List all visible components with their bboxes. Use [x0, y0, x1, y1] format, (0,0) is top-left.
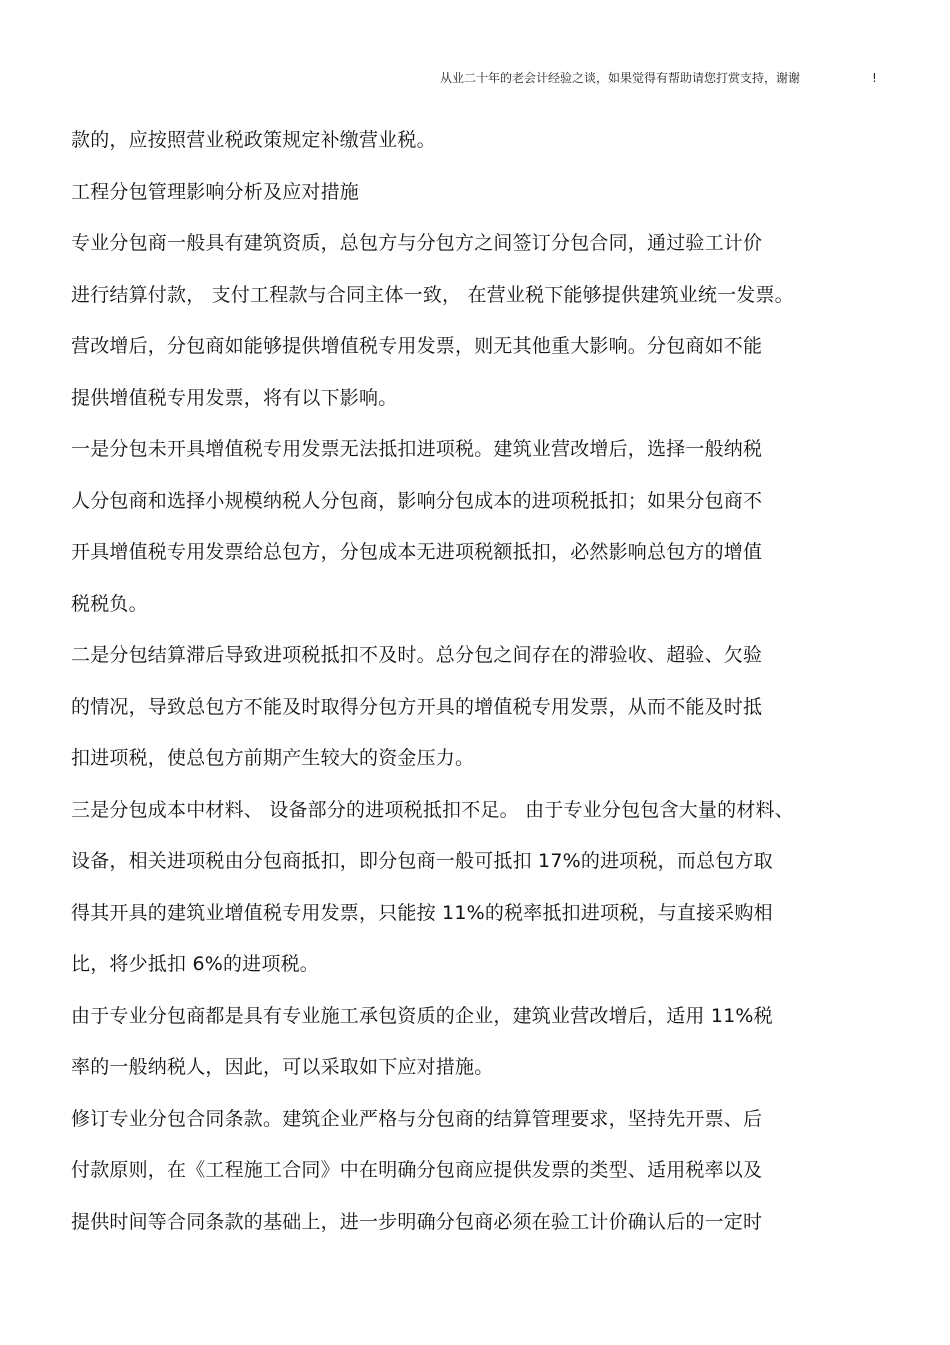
text-line: 进行结算付款， 支付工程款与合同主体一致， 在营业税下能够提供建筑业统一发票。 [71, 283, 794, 306]
text-line: 营改增后，分包商如能够提供增值税专用发票，则无其他重大影响。分包商如不能 [71, 335, 763, 357]
text-line: 专业分包商一般具有建筑资质，总包方与分包方之间签订分包合同，通过验工计价 [71, 232, 763, 254]
text-line: 的情况，导致总包方不能及时取得分包方开具的增值税专用发票，从而不能及时抵 [71, 695, 763, 718]
text-line: 提供增值税专用发票，将有以下影响。 [71, 386, 398, 409]
section-heading: 工程分包管理影响分析及应对措施 [71, 180, 360, 203]
text-line: 开具增值税专用发票给总包方，分包成本无进项税额抵扣，必然影响总包方的增值 [71, 541, 763, 563]
text-line: 比，将少抵扣 6%的进项税。 [71, 953, 319, 975]
text-line: 率的一般纳税人，因此，可以采取如下应对措施。 [71, 1056, 494, 1078]
text-line: 一是分包未开具增值税专用发票无法抵扣进项税。建筑业营改增后，选择一般纳税 [71, 438, 763, 460]
text-line: 二是分包结算滞后导致进项税抵扣不及时。总分包之间存在的滞验收、超验、欠验 [71, 644, 763, 666]
text-line: 提供时间等合同条款的基础上，进一步明确分包商必须在验工计价确认后的一定时 [71, 1210, 763, 1233]
text-line: 付款原则，在《工程施工合同》中在明确分包商应提供发票的类型、适用税率以及 [71, 1159, 763, 1181]
text-line: 三是分包成本中材料、 设备部分的进项税抵扣不足。 由于专业分包包含大量的材料、 [71, 798, 794, 821]
text-line: 扣进项税，使总包方前期产生较大的资金压力。 [71, 747, 475, 769]
header-exclamation: ! [872, 71, 877, 85]
text-line: 人分包商和选择小规模纳税人分包商，影响分包成本的进项税抵扣；如果分包商不 [71, 489, 763, 512]
text-line: 款的，应按照营业税政策规定补缴营业税。 [71, 129, 436, 151]
body-text [71, 120, 891, 1253]
header-text: 从业二十年的老会计经验之谈，如果觉得有帮助请您打赏支持，谢谢 [440, 71, 801, 85]
text-line: 修订专业分包合同条款。建筑企业严格与分包商的结算管理要求，坚持先开票、后 [71, 1107, 763, 1130]
text-line: 设备，相关进项税由分包商抵扣，即分包商一般可抵扣 17%的进项税，而总包方取 [71, 850, 773, 872]
text-line: 税税负。 [71, 592, 148, 615]
page-header [440, 70, 900, 86]
text-line: 得其开具的建筑业增值税专用发票，只能按 11%的税率抵扣进项税，与直接采购相 [71, 901, 773, 924]
text-line: 由于专业分包商都是具有专业施工承包资质的企业，建筑业营改增后，适用 11%税 [71, 1004, 773, 1027]
